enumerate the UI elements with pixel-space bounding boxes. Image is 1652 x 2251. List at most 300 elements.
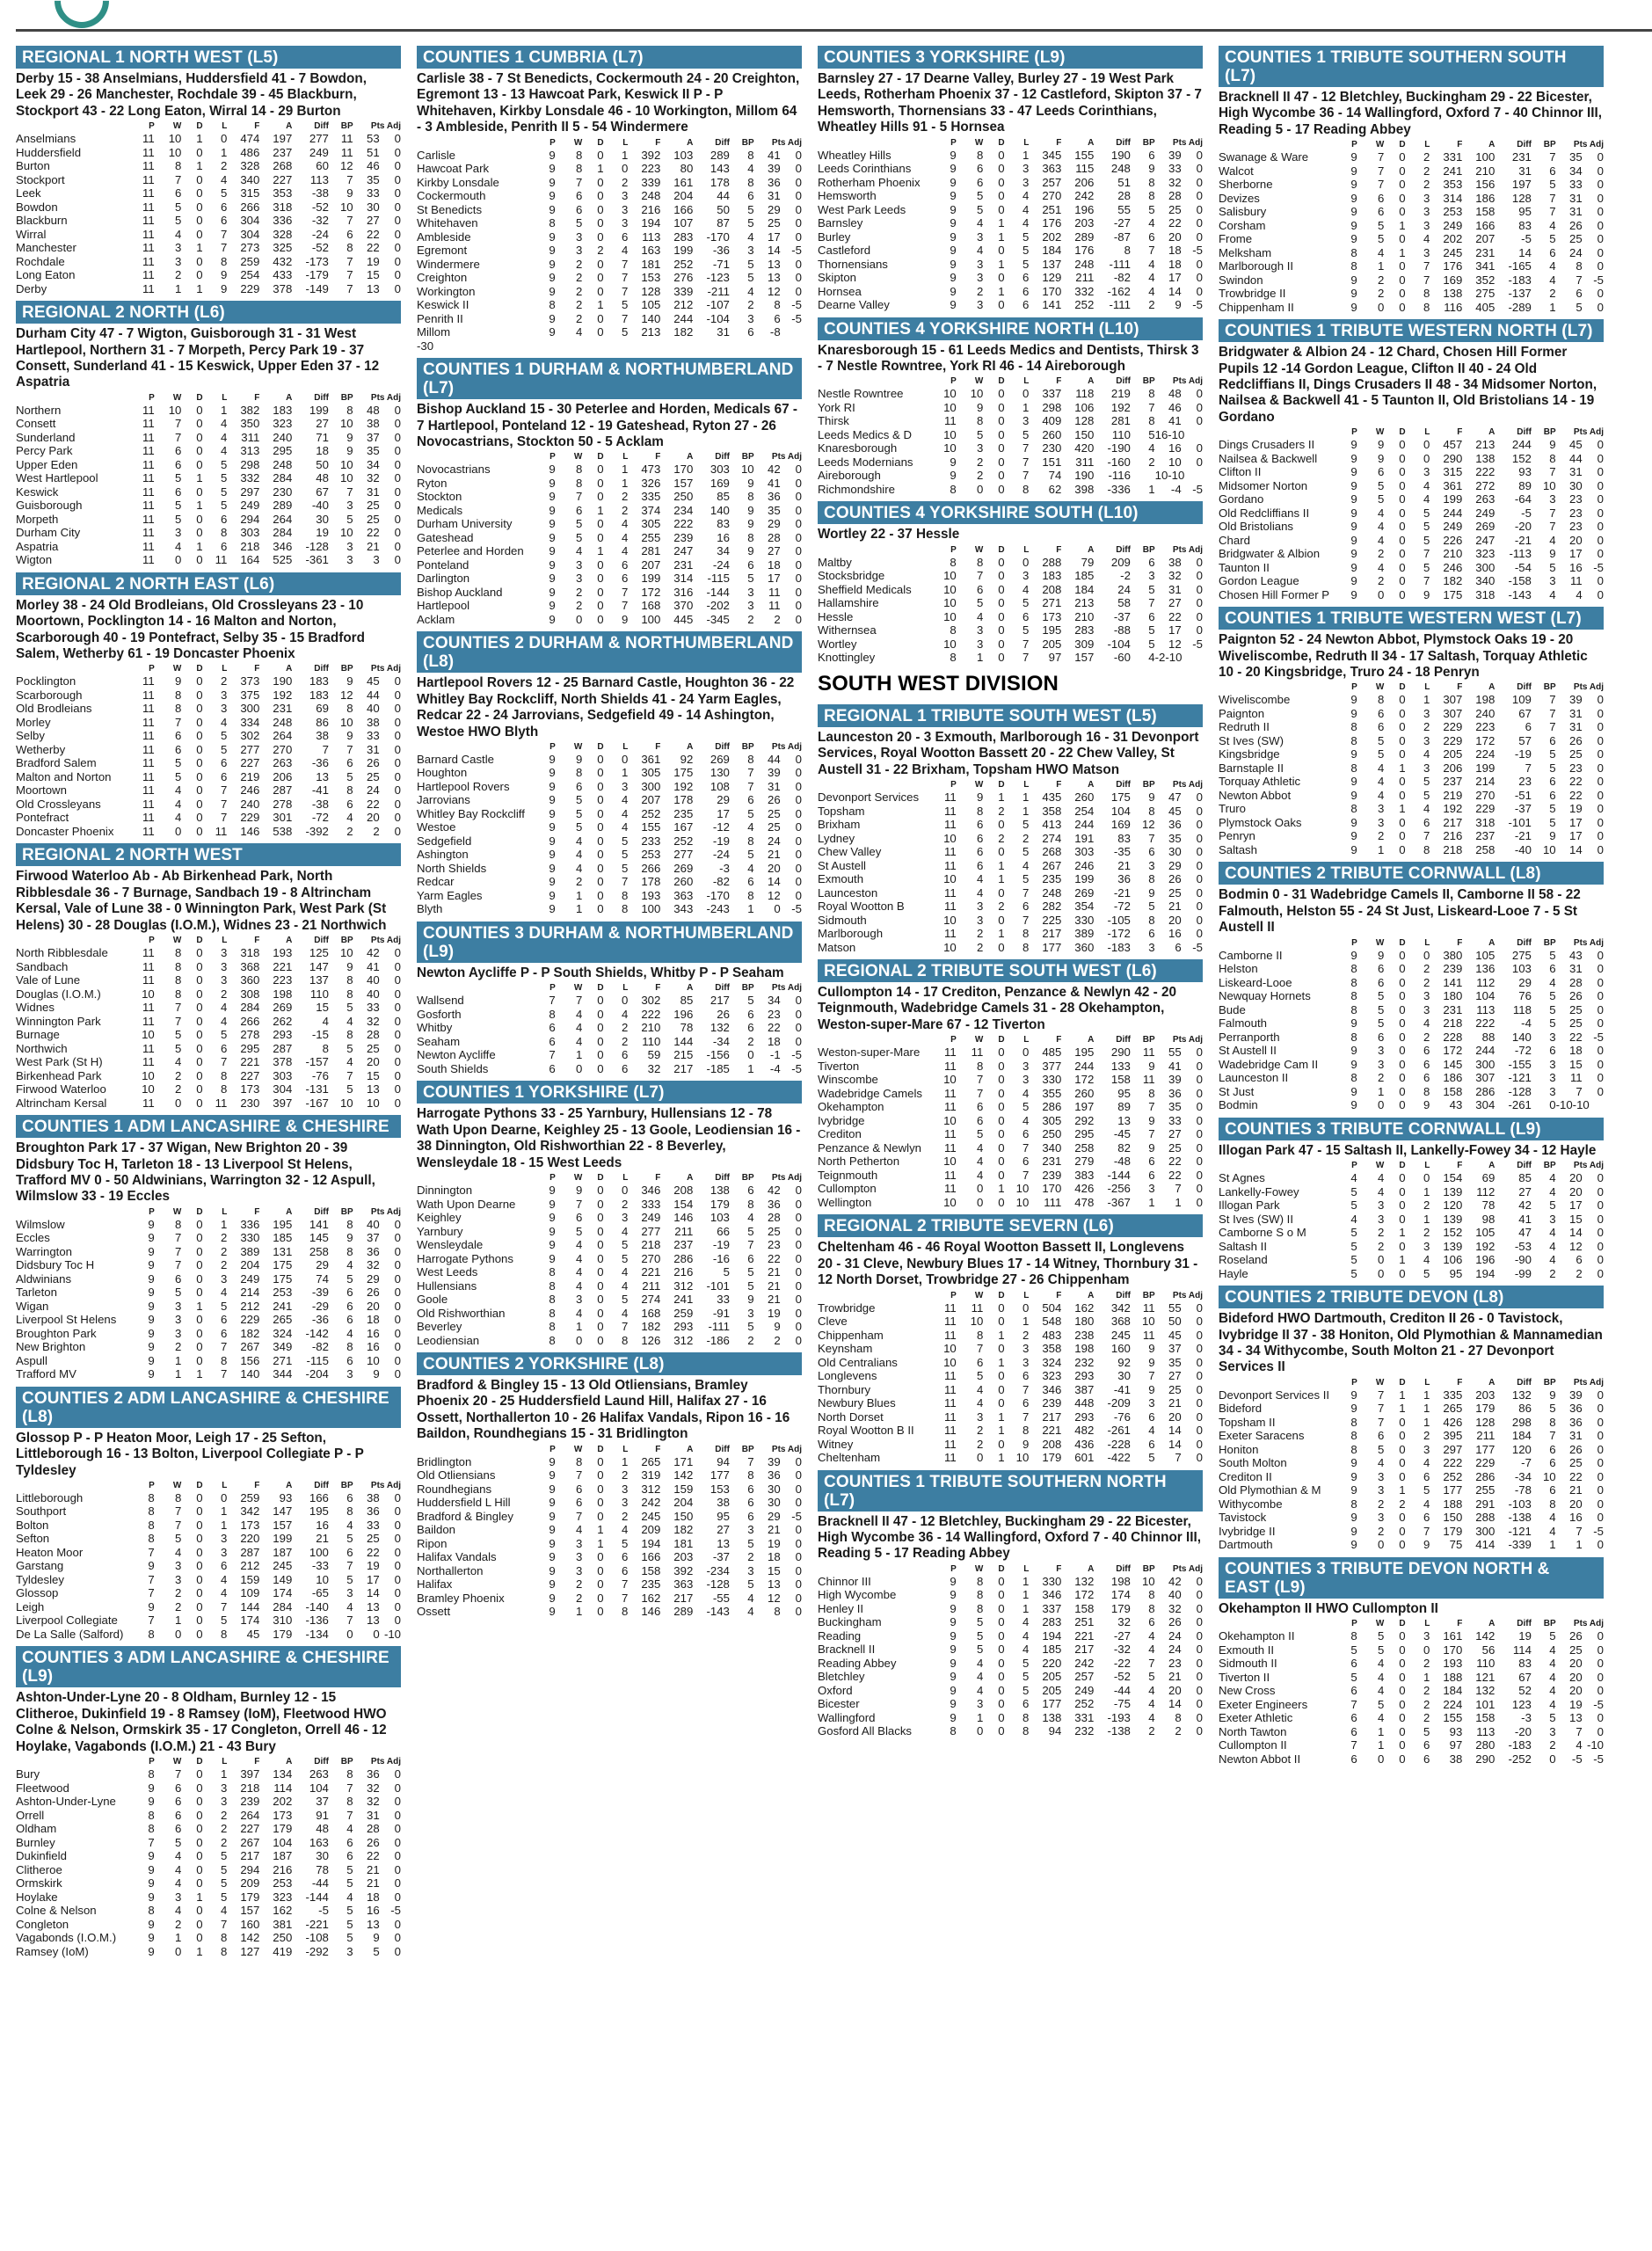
team-name: Ponteland <box>417 557 469 572</box>
team-name: Anselmians <box>16 132 76 146</box>
stat-cell: 5 <box>346 1082 353 1096</box>
stat-cell: 6 <box>549 1034 556 1048</box>
stat-cell: 0 <box>998 1656 1005 1670</box>
stat-cell: 78 <box>316 1862 329 1876</box>
team-name: Yarnbury <box>417 1224 463 1238</box>
stat-cell: 1 <box>1399 245 1406 259</box>
stat-cell: 7 <box>221 241 228 255</box>
stat-cell: 216 <box>273 1862 293 1876</box>
table-row <box>1219 707 1604 721</box>
stat-cell: 4 <box>1148 1710 1155 1724</box>
stat-cell: 0 <box>394 539 401 553</box>
weekend-results: Cullompton 14 - 17 Crediton, Penzance & Newlyn 42 - 20 Teignmouth, Wadebridge Camels 31 - 28 Okehampton, Weston-super-Mare 67 - 12 Tiverton <box>818 985 1177 1032</box>
stat-cell: 0 <box>394 268 401 282</box>
stat-cell: 20 <box>1168 229 1182 244</box>
stat-cell: 166 <box>641 1550 661 1564</box>
stat-cell: 244 <box>1475 1044 1496 1058</box>
stat-cell: 9 <box>950 455 957 469</box>
table-row <box>1219 534 1604 548</box>
table-row <box>16 1931 401 1945</box>
stat-cell: 98 <box>1481 1212 1496 1226</box>
stat-cell: 259 <box>240 254 260 268</box>
stat-cell: 332 <box>1074 284 1095 298</box>
stat-cell: 286 <box>1042 1100 1062 1114</box>
stat-cell: 140 <box>1511 1030 1532 1044</box>
stat-cell: 208 <box>1042 1437 1062 1451</box>
team-name: Torquay Athletic <box>1219 775 1301 789</box>
stat-cell: 0 <box>196 553 203 567</box>
stat-cell: 0 <box>1378 1253 1385 1267</box>
stat-cell <box>604 339 629 353</box>
team-name: Plymstock Oaks <box>1219 815 1302 829</box>
column-header: D <box>998 1290 1005 1300</box>
stat-cell: 36 <box>366 1244 380 1258</box>
table-row <box>818 298 1203 312</box>
column-header: L <box>622 1173 629 1183</box>
column-header: F <box>655 137 661 148</box>
column-header: F <box>655 452 661 463</box>
stat-cell: 1 <box>1148 482 1155 496</box>
stat-cell: 11 <box>768 599 781 613</box>
team-name: Nailsea & Backwell <box>1219 451 1318 465</box>
stat-cell: 221 <box>1074 1628 1095 1643</box>
stat-cell: 0 <box>1597 1171 1604 1185</box>
stat-cell: 9 <box>950 216 957 230</box>
stat-cell: 5 <box>1378 733 1385 747</box>
column-header: BP <box>741 452 754 463</box>
stat-cell: 38 <box>1168 555 1182 569</box>
stat-cell: 259 <box>673 1306 694 1320</box>
stat-cell: 0 <box>1423 1643 1430 1657</box>
stat-cell: 186 <box>1443 1071 1463 1085</box>
stat-cell: 2 <box>747 1550 754 1564</box>
stat-cell: 0 <box>1399 842 1406 856</box>
stat-cell: 9 <box>346 430 353 444</box>
stat-cell: 0 <box>795 1320 802 1333</box>
stat-cell: 11 <box>944 1315 957 1328</box>
table-row <box>1219 1416 1604 1430</box>
stat-cell: 10 <box>142 1068 155 1082</box>
stat-cell: 382 <box>240 403 260 417</box>
weekend-results: Broughton Park 17 - 37 Wigan, New Brighton 20 - 39 Didsbury Toc H, Tarleton 18 - 13 Liverpool St Helens, Trafford MV 0 - 50 Aldwinians, Warrington 32 - 12 Aspull, Wilmslow 33 - 19 Eccles <box>16 1140 375 1205</box>
stat-cell: 3 <box>747 599 754 613</box>
stat-cell: 4 <box>576 848 583 862</box>
stat-cell: 0 <box>998 414 1005 428</box>
team-name: Workington <box>417 284 476 298</box>
stat-cell: 56 <box>1481 1643 1496 1657</box>
table-row <box>16 702 401 716</box>
stat-cell: 12 <box>339 159 353 173</box>
stat-cell: 9 <box>1350 451 1357 465</box>
stat-cell: 198 <box>1475 693 1496 707</box>
stat-cell: 45 <box>366 674 380 688</box>
stat-cell: 40 <box>366 987 380 1001</box>
table-row <box>16 1082 401 1096</box>
stat-cell: 4 <box>622 1523 629 1537</box>
team-name: Leodiensian <box>417 1333 480 1347</box>
stat-cell: -27 <box>1113 1628 1131 1643</box>
column-header: D <box>597 452 604 463</box>
stat-cell: 0 <box>576 1333 583 1347</box>
stat-cell: 0 <box>394 1532 401 1546</box>
stat-cell: 5 <box>1549 1016 1556 1031</box>
team-name: Hayle <box>1219 1266 1248 1280</box>
stat-cell: 9 <box>1350 478 1357 492</box>
stat-cell: 69 <box>316 702 329 716</box>
stat-cell: -15 <box>311 1028 329 1042</box>
stat-cell: 8 <box>977 1588 984 1602</box>
table-row <box>818 1424 1203 1438</box>
stat-cell: 8 <box>1350 733 1357 747</box>
stat-cell: 144 <box>673 1034 694 1048</box>
stat-cell: 1 <box>998 1451 1005 1464</box>
column-header: Diff <box>715 741 730 752</box>
stat-cell: 23 <box>1568 520 1583 534</box>
stat-cell: 0 <box>774 902 781 916</box>
stat-cell: 0 <box>1597 1456 1604 1470</box>
stat-cell: 300 <box>240 702 260 716</box>
stat-cell: 0 <box>196 688 203 702</box>
table-row <box>417 504 802 518</box>
stat-cell: 22 <box>1168 609 1182 623</box>
stat-cell: 5 <box>622 1536 629 1550</box>
stat-cell <box>1182 428 1203 442</box>
stat-cell: 4 <box>576 1034 583 1048</box>
stat-cell: -172 <box>1107 927 1131 941</box>
stat-cell: 141 <box>309 1217 329 1231</box>
team-name: Burton <box>16 159 50 173</box>
stat-cell: 36 <box>1168 818 1182 832</box>
stat-cell: 5 <box>747 572 754 586</box>
column-header: F <box>254 1480 260 1490</box>
stat-cell: 265 <box>1443 1402 1463 1416</box>
stat-cell: 6 <box>1022 298 1030 312</box>
stat-cell: 3 <box>1378 1483 1385 1497</box>
stat-cell: 115 <box>1075 162 1095 176</box>
stat-cell: 185 <box>273 1231 293 1245</box>
team-name: Ashington <box>417 848 469 862</box>
stat-cell: 2 <box>1148 298 1155 312</box>
stat-cell: 0 <box>795 1197 802 1211</box>
stat-cell: 205 <box>1042 1670 1062 1684</box>
stat-cell: 137 <box>1042 257 1062 271</box>
stat-cell: 0 <box>1399 815 1406 829</box>
stat-cell: 0 <box>196 1599 203 1614</box>
stat-cell: 18 <box>366 1313 380 1327</box>
stat-cell: 8 <box>1350 761 1357 775</box>
stat-cell: 0 <box>597 612 604 626</box>
stat-cell: 4 <box>747 229 754 244</box>
stat-cell: 233 <box>641 834 661 848</box>
table-header-row <box>818 544 1203 556</box>
stat-cell: 25 <box>1568 1456 1583 1470</box>
stat-cell: 0 <box>1399 693 1406 707</box>
weekend-results: Illogan Park 47 - 15 Saltash II, Lankelly-Fowey 34 - 12 Hayle <box>1219 1142 1597 1158</box>
column-header: Diff <box>314 664 329 674</box>
stat-cell: 2 <box>774 1333 781 1347</box>
weekend-results: Durham City 47 - 7 Wigton, Guisborough 31 - 31 West Hartlepool, Northern 31 - 7 Morpeth, Percy Park 19 - 37 Consett, Sunderland 41 - 15 Keswick, Upper Eden 37 - 12 Aspatria <box>16 326 380 390</box>
table-row <box>16 1519 401 1533</box>
stat-cell: 343 <box>673 902 694 916</box>
stat-cell: 5 <box>1022 1683 1030 1697</box>
table-row <box>1219 1402 1604 1416</box>
stat-cell: 2 <box>1423 1684 1430 1698</box>
stat-cell: 9 <box>1350 747 1357 761</box>
stat-cell: 7 <box>1350 1738 1357 1752</box>
stat-cell: 9 <box>1350 775 1357 789</box>
stat-cell: 5 <box>1022 818 1030 832</box>
league-section <box>1219 862 1604 1117</box>
column-header: Pts Adj <box>1172 376 1203 387</box>
stat-cell: 1 <box>1399 761 1406 775</box>
stat-cell: 9 <box>1148 1382 1155 1396</box>
table-row <box>417 544 802 558</box>
stat-cell: 0 <box>196 457 203 471</box>
column-header: P <box>1351 140 1357 150</box>
column-header: L <box>222 1206 228 1217</box>
league-title: COUNTIES 2 TRIBUTE CORNWALL (L8) <box>1219 862 1604 885</box>
stat-cell: 224 <box>1443 1697 1463 1711</box>
stat-cell: 5 <box>1423 533 1430 547</box>
team-name: Withernsea <box>818 623 877 637</box>
stat-cell: 6 <box>175 186 182 200</box>
stat-cell: 336 <box>273 214 293 228</box>
league-title: REGIONAL 1 NORTH WEST (L5) <box>16 46 401 69</box>
stat-cell: 268 <box>1042 845 1062 859</box>
stat-cell: 8 <box>175 1490 182 1504</box>
team-name: Roundhegians <box>417 1482 492 1496</box>
stat-cell: 0 <box>1597 178 1604 192</box>
stat-cell: -7 <box>1521 1456 1532 1470</box>
stat-cell: 0 <box>597 490 604 504</box>
league-table <box>16 1756 401 1958</box>
stat-cell: 152 <box>1443 1226 1463 1240</box>
stat-cell: 13 <box>767 1577 781 1592</box>
league-title: COUNTIES 4 YORKSHIRE NORTH (L10) <box>818 317 1203 340</box>
stat-cell: 0 <box>795 476 802 490</box>
stat-cell: 19 <box>1568 802 1583 816</box>
stat-cell: 346 <box>641 1184 661 1197</box>
table-row <box>1219 479 1604 493</box>
stat-cell: 11 <box>944 1182 957 1196</box>
table-row <box>1219 205 1604 219</box>
table-row <box>818 583 1203 597</box>
stat-cell: -170 <box>706 888 730 902</box>
stat-cell: 368 <box>1110 1315 1131 1328</box>
stat-cell: 5 <box>1378 1643 1385 1657</box>
stat-cell: 253 <box>641 848 661 862</box>
stat-cell: -5 <box>1192 940 1203 954</box>
stat-cell: 290 <box>1475 1752 1496 1766</box>
stat-cell: 4 <box>1378 560 1385 574</box>
stat-cell: 11 <box>340 132 353 146</box>
stat-cell: 0 <box>1399 1738 1406 1752</box>
stat-cell: 9 <box>950 175 957 189</box>
stat-cell: 170 <box>1443 1643 1463 1657</box>
column-header: A <box>1088 376 1095 387</box>
team-name: Clifton II <box>1219 465 1262 479</box>
stat-cell: 1 <box>1423 1670 1430 1684</box>
stat-cell: 0 <box>597 517 604 531</box>
team-name: St Ives (SW) II <box>1219 1212 1293 1226</box>
stat-cell: 248 <box>273 715 293 729</box>
stat-cell: 92 <box>680 752 694 766</box>
stat-cell: 3 <box>1148 569 1155 583</box>
team-name: Exmouth <box>818 872 864 886</box>
stat-cell: 8 <box>576 162 583 176</box>
league-table <box>1219 139 1604 314</box>
stat-cell: 231 <box>1443 1002 1463 1016</box>
stat-cell: 9 <box>747 544 754 558</box>
stat-cell: 21 <box>366 1876 380 1890</box>
table-row <box>1219 802 1604 816</box>
stat-cell: 31 <box>1568 1429 1583 1443</box>
stat-cell: 0 <box>394 1068 401 1082</box>
stat-cell: 2 <box>622 1509 629 1523</box>
table-row <box>417 230 802 244</box>
team-name: Cleve <box>818 1315 848 1328</box>
team-name: Stockport <box>16 172 65 186</box>
stat-cell: 1 <box>747 1061 754 1075</box>
stat-cell: 483 <box>1042 1328 1062 1342</box>
stat-cell: 6 <box>977 858 984 872</box>
stat-cell: 26 <box>1568 1442 1583 1456</box>
stat-cell: 29 <box>717 793 730 807</box>
stat-cell: 0 <box>1399 1266 1406 1280</box>
stat-cell: -39 <box>311 1286 329 1300</box>
stat-cell: 346 <box>1042 1382 1062 1396</box>
stat-cell: 13 <box>366 1614 380 1628</box>
stat-cell: 9 <box>1350 1084 1357 1098</box>
stat-cell: 0 <box>597 1238 604 1251</box>
stat-cell: 218 <box>1443 1016 1463 1031</box>
table-row <box>16 1809 401 1823</box>
stat-cell: 0 <box>394 1231 401 1245</box>
stat-cell: 0 <box>1196 1601 1203 1615</box>
stat-cell: 0 <box>795 875 802 889</box>
stat-cell: 5 <box>1148 202 1155 216</box>
stat-cell: -156 <box>706 1048 730 1062</box>
stat-cell: 414 <box>1475 1538 1496 1552</box>
stat-cell: 138 <box>1042 1710 1062 1724</box>
stat-cell: 0 <box>597 1591 604 1605</box>
column-header: Diff <box>1116 1563 1131 1574</box>
table-row <box>818 216 1203 230</box>
stat-cell: 30 <box>767 1496 781 1510</box>
stat-cell: 1 <box>998 216 1005 230</box>
column-header: P <box>950 1290 957 1300</box>
stat-cell: 5 <box>1378 1002 1385 1016</box>
stat-cell: 0 <box>998 387 1005 401</box>
stat-cell: 4 <box>977 1670 984 1684</box>
stat-cell: 146 <box>240 824 260 838</box>
stat-cell: 137 <box>309 973 329 987</box>
stat-cell: 0 <box>1196 1424 1203 1437</box>
stat-cell: 83 <box>1518 218 1532 232</box>
stat-cell: 10 <box>1542 842 1556 856</box>
table-row <box>1219 561 1604 575</box>
stat-cell: 9 <box>1423 1098 1430 1112</box>
stat-cell: 5 <box>1350 1226 1357 1240</box>
table-row <box>1219 452 1604 466</box>
stat-cell: 7 <box>576 994 583 1008</box>
stat-cell: 0 <box>1597 492 1604 506</box>
team-name: Newton Abbot II <box>1219 1752 1301 1766</box>
team-name: Ivybridge II <box>1219 1524 1276 1538</box>
stat-cell: 237 <box>1475 829 1496 843</box>
stat-cell: 14 <box>1568 842 1583 856</box>
stat-cell: 6 <box>346 1545 353 1559</box>
table-row <box>1219 246 1604 260</box>
stat-cell: 5 <box>747 271 754 285</box>
stat-cell: 11 <box>944 1100 957 1114</box>
stat-cell: 5 <box>1148 1670 1155 1684</box>
stat-cell: 174 <box>273 1586 293 1600</box>
stat-cell: 22 <box>366 1849 380 1863</box>
stat-cell: 7 <box>747 1238 754 1251</box>
stat-cell: 241 <box>673 1293 694 1306</box>
stat-cell: 177 <box>1042 1697 1062 1711</box>
stat-cell: 1 <box>1022 148 1030 162</box>
stat-cell: 6 <box>747 1509 754 1523</box>
stat-cell: 4 <box>221 417 228 431</box>
team-name: Truro <box>1219 802 1247 816</box>
table-row <box>818 927 1203 941</box>
stat-cell: 10 <box>943 1073 957 1087</box>
stat-cell: 249 <box>1475 506 1496 520</box>
stat-cell: 11 <box>944 1045 957 1060</box>
stat-cell: 0 <box>394 1944 401 1958</box>
stat-cell: 7 <box>346 484 353 499</box>
stat-cell: 318 <box>1475 815 1496 829</box>
stat-cell: -24 <box>311 227 329 241</box>
stat-cell: 445 <box>673 612 694 626</box>
stat-cell: 267 <box>1042 858 1062 872</box>
stat-cell: 9 <box>549 162 556 176</box>
stat-cell: -72 <box>1514 1044 1532 1058</box>
section-logo-arc <box>43 0 120 40</box>
column-header: F <box>254 1757 260 1767</box>
stat-cell: 6 <box>1378 465 1385 479</box>
stat-cell: 11 <box>142 159 155 173</box>
stat-cell: 6 <box>1148 1410 1155 1424</box>
stat-cell: 6 <box>221 769 228 783</box>
league-section <box>818 317 1203 502</box>
stat-cell: 4 <box>747 1211 754 1224</box>
stat-cell: 5 <box>747 994 754 1008</box>
stat-cell: 280 <box>1475 1738 1496 1752</box>
stat-cell: 283 <box>673 229 694 244</box>
column-header: Diff <box>1116 376 1131 387</box>
stat-cell: 3 <box>1022 1342 1030 1355</box>
stat-cell: 9 <box>1022 1437 1030 1451</box>
stat-cell: -52 <box>1113 1670 1131 1684</box>
column-header: L <box>622 137 629 148</box>
stat-cell: 0 <box>1196 913 1203 927</box>
stat-cell: 11 <box>944 1396 957 1410</box>
stat-cell: 6 <box>1423 1738 1430 1752</box>
stat-cell: 113 <box>1476 1002 1496 1016</box>
column-header: P <box>950 544 957 555</box>
stat-cell: 9 <box>549 1482 556 1496</box>
stat-cell: 6 <box>747 1482 754 1496</box>
table-row <box>417 1198 802 1212</box>
stat-cell: 6 <box>1148 1168 1155 1182</box>
stat-cell: 7 <box>1549 465 1556 479</box>
stat-cell: 27 <box>1168 596 1182 610</box>
stat-cell: 11 <box>971 1300 984 1315</box>
stat-cell: 5 <box>346 1904 353 1918</box>
